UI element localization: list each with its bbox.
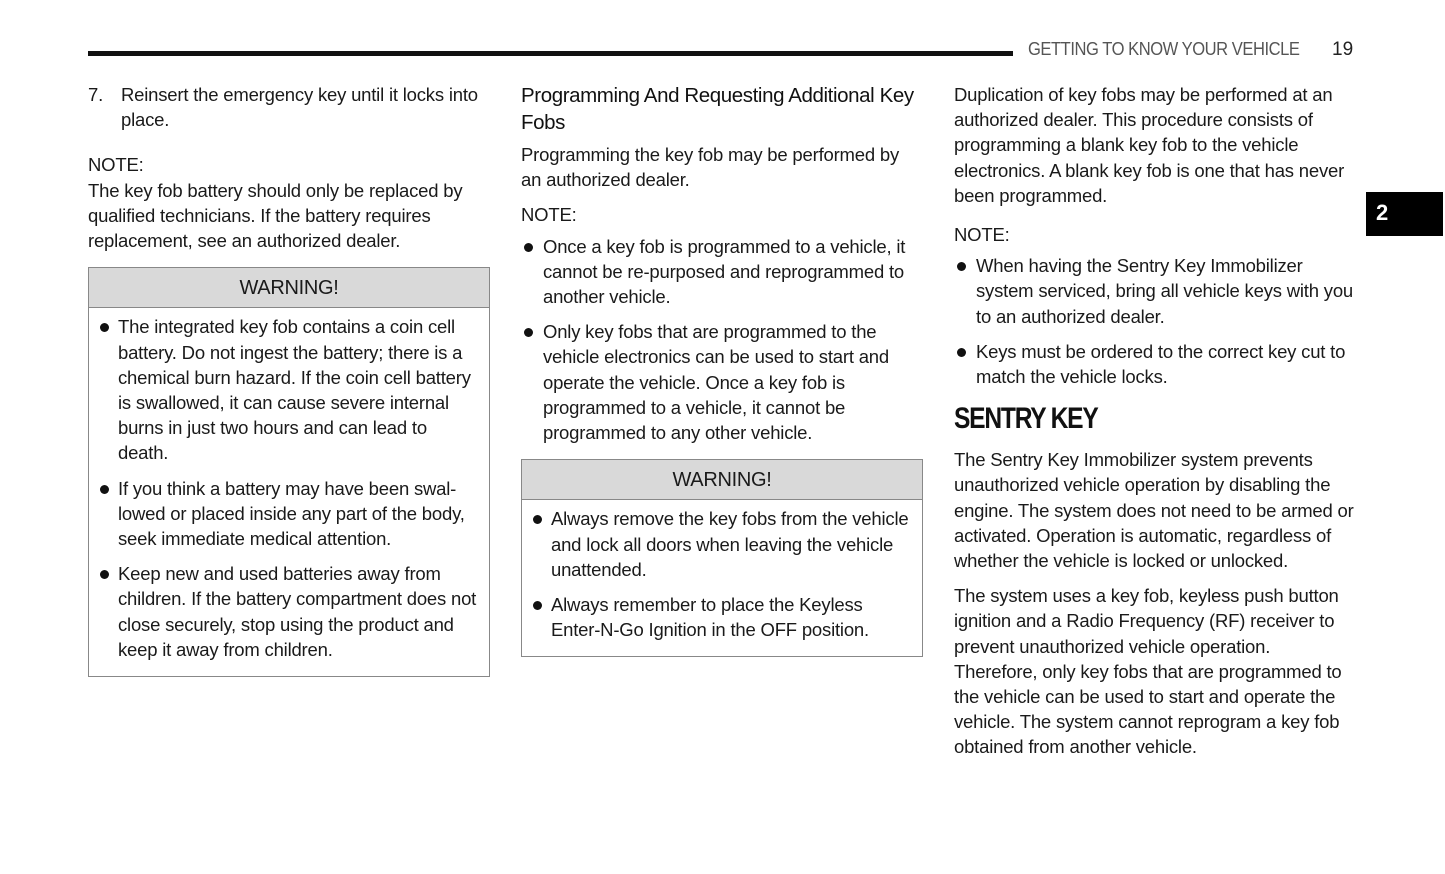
page-number: 19 — [1332, 39, 1354, 60]
note-label: NOTE: — [88, 154, 144, 176]
chapter-tab: 2 — [1366, 192, 1443, 236]
warning-title: WARNING! — [89, 268, 489, 308]
body-paragraph: The system uses a key fob, keyless push button ignition and a Radio Frequency (RF) receiver to prevent unauthorized vehicle operation. Therefore, only key fobs that are programmed to the vehicle can be used to start and operate the vehicle. The system cannot reprogram a key fob obtained from another vehicle. — [954, 585, 1342, 758]
warning-box — [521, 459, 923, 657]
section-title: GETTING TO KNOW YOUR VEHICLE — [1028, 39, 1300, 59]
warning-box — [88, 267, 490, 677]
note-item: When having the Sentry Key Immobilizer system serviced, bring all vehicle keys with you to an authorized dealer. — [954, 253, 1354, 329]
column-3 — [954, 82, 1354, 770]
warning-title: WARNING! — [522, 460, 922, 500]
section-heading: SENTRY KEY — [954, 402, 1098, 436]
note-item: Keys must be ordered to the correct key cut to match the vehicle locks. — [954, 339, 1354, 389]
step-text: Reinsert the emergency key until it locks into place. — [121, 84, 478, 131]
column-1 — [88, 82, 490, 677]
warning-item: Keep new and used batteries away from children. If the battery compartment does not close securely, stop using the product and keep it away from children. — [97, 561, 481, 662]
header-rule — [88, 51, 1013, 56]
note-label: NOTE: — [954, 224, 1010, 246]
note-list — [954, 253, 1354, 389]
note-item: Only key fobs that are programmed to the vehicle electronics can be used to start and operate the vehicle. Once a key fob is programmed to a vehicle, it cannot be programmed to any other vehicle. — [521, 319, 923, 445]
step-number: 7. — [88, 84, 104, 105]
warning-item: Always remove the key fobs from the vehicle and lock all doors when leaving the vehicle unattended. — [530, 506, 914, 582]
warning-item: If you think a battery may have been swal-lowed or placed inside any part of the body, seek immediate medical attention. — [97, 476, 481, 552]
warning-item: Always remember to place the Keyless Enter-N-Go Ignition in the OFF position. — [530, 592, 914, 642]
body-paragraph: The Sentry Key Immobilizer system prevents unauthorized vehicle operation by disabling the engine. The system does not need to be armed or activated. Operation is automatic, regardless of whether the vehicle is locked or unlocked. — [954, 449, 1354, 572]
intro-paragraph: Programming the key fob may be performed by an authorized dealer. — [521, 144, 900, 191]
section-heading: Programming And Requesting Additional Key Fobs — [521, 84, 914, 134]
note-list — [521, 234, 923, 446]
column-2 — [521, 82, 923, 657]
note-label: NOTE: — [521, 204, 577, 226]
note-item: Once a key fob is programmed to a vehicle, it cannot be re-purposed and reprogrammed to another vehicle. — [521, 234, 923, 310]
step-item — [88, 82, 490, 132]
intro-paragraph: Duplication of key fobs may be performed at an authorized dealer. This procedure consists of programming a blank key fob to the vehicle electronics. A blank key fob is one that has never been programmed. — [954, 84, 1345, 206]
note-text: The key fob battery should only be replaced by qualified technicians. If the battery requires replacement, see an authorized dealer. — [88, 179, 463, 252]
warning-item: The integrated key fob contains a coin cell battery. Do not ingest the battery; there is a chemical burn hazard. If the coin cell battery is swallowed, it can cause severe internal burns in just two hours and can lead to death. — [97, 314, 481, 465]
